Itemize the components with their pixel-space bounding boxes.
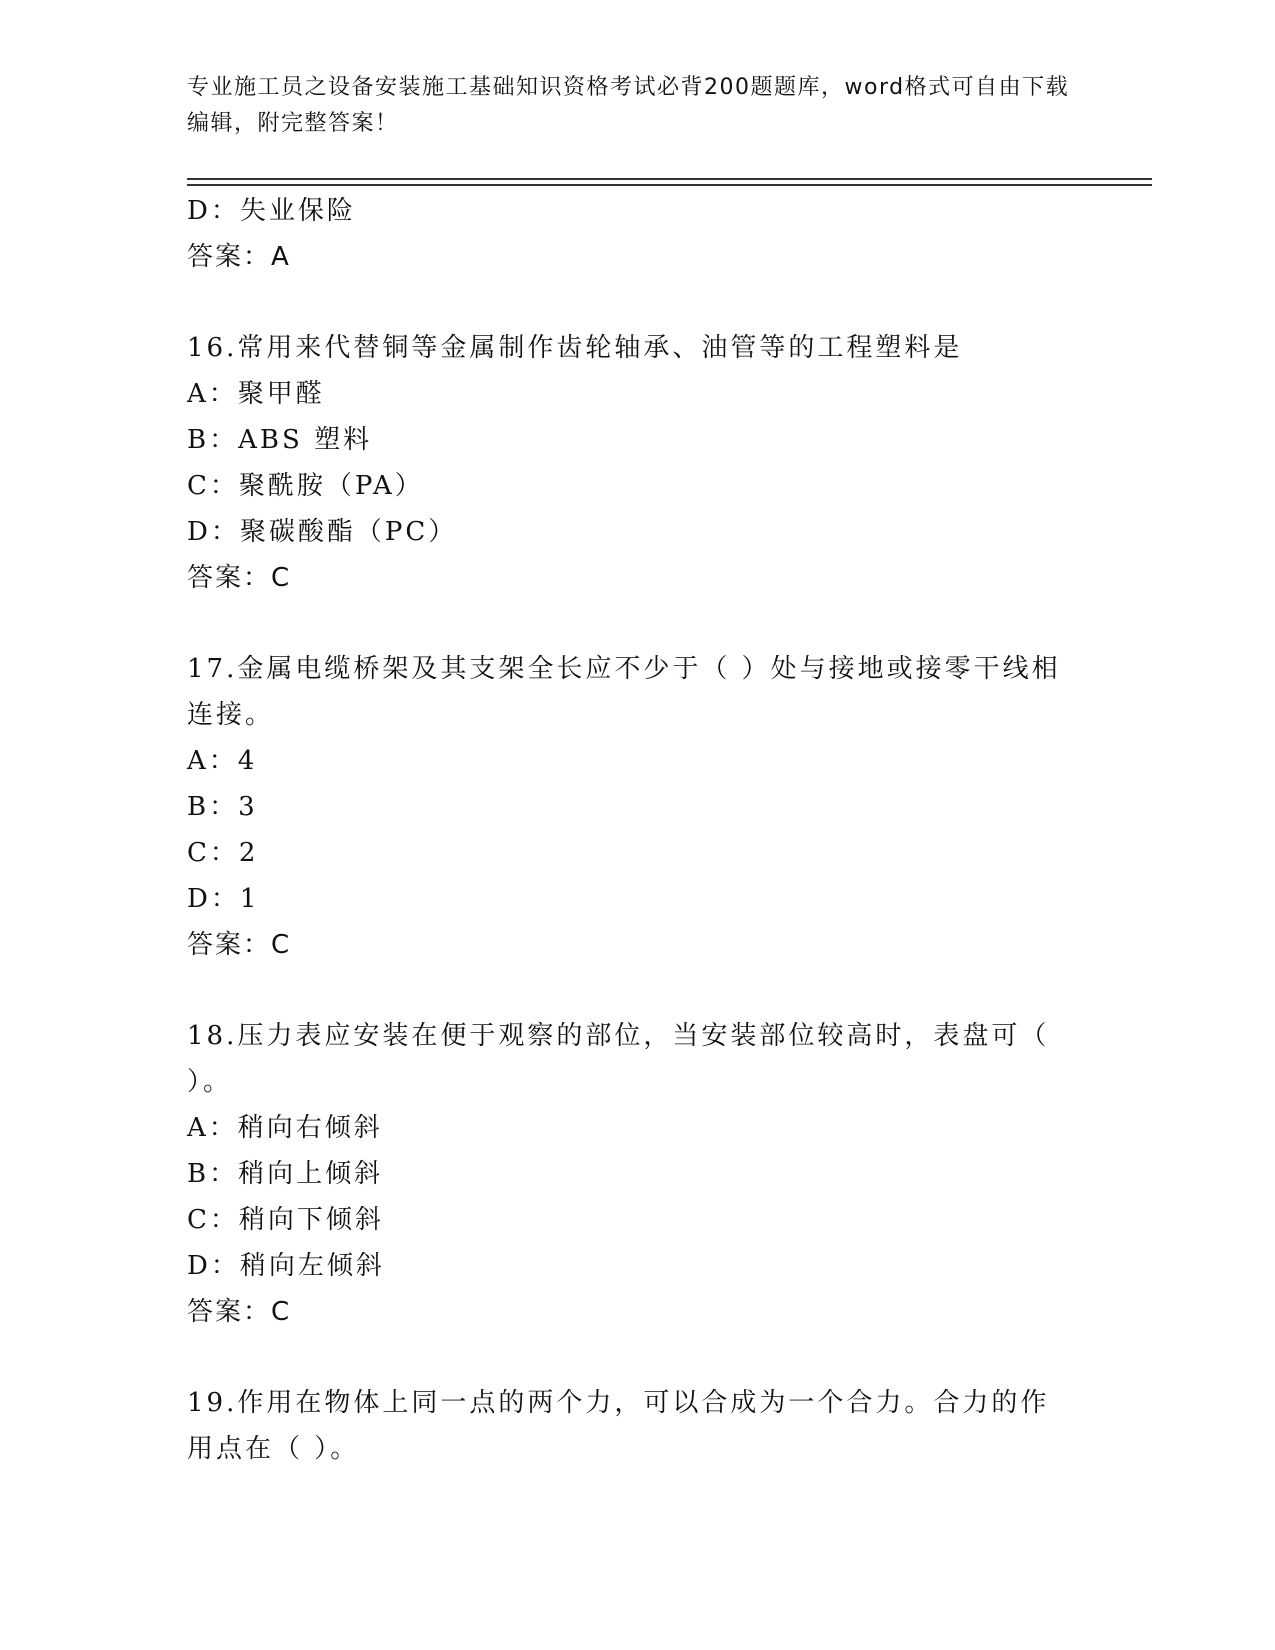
- option-c: C：聚酰胺（PA）: [187, 471, 424, 501]
- option-b: B：ABS 塑料: [187, 425, 373, 455]
- answer: 答案：C: [187, 1297, 292, 1327]
- carryover-option: D：失业保险: [187, 196, 356, 226]
- option-d: D：1: [187, 884, 260, 914]
- carryover-answer: 答案：A: [187, 242, 291, 272]
- question-text: 16.常用来代替铜等金属制作齿轮轴承、油管等的工程塑料是: [187, 333, 963, 363]
- question-list: [187, 188, 1067, 1472]
- document-header: [187, 70, 1087, 142]
- answer: 答案：C: [187, 563, 292, 593]
- question-16: [187, 325, 1067, 601]
- option-d: D：稍向左倾斜: [187, 1251, 385, 1281]
- header-rule-bottom: [187, 184, 1152, 186]
- question-text: 18.压力表应安装在便于观察的部位，当安装部位较高时，表盘可（ ）。: [187, 1021, 1050, 1097]
- option-c: C：稍向下倾斜: [187, 1205, 384, 1235]
- header-rule-top: [187, 178, 1152, 180]
- question-text: 17.金属电缆桥架及其支架全长应不少于（ ）处与接地或接零干线相连接。: [187, 654, 1061, 730]
- option-a: A：4: [187, 746, 258, 776]
- question-text: 19.作用在物体上同一点的两个力，可以合成为一个合力。合力的作用点在（ ）。: [187, 1388, 1050, 1464]
- option-b: B：3: [187, 792, 258, 822]
- question-18: [187, 1013, 1067, 1335]
- option-b: B：稍向上倾斜: [187, 1159, 384, 1189]
- option-a: A：聚甲醛: [187, 379, 325, 409]
- option-a: A：稍向右倾斜: [187, 1113, 383, 1143]
- option-c: C：2: [187, 838, 259, 868]
- question-19: [187, 1380, 1067, 1472]
- header-title: 专业施工员之设备安装施工基础知识资格考试必背200题题库，word格式可自由下载编辑，附完整答案！: [187, 75, 1070, 136]
- answer: 答案：C: [187, 930, 292, 960]
- option-d: D：聚碳酸酯（PC）: [187, 517, 458, 547]
- question-17: [187, 646, 1067, 968]
